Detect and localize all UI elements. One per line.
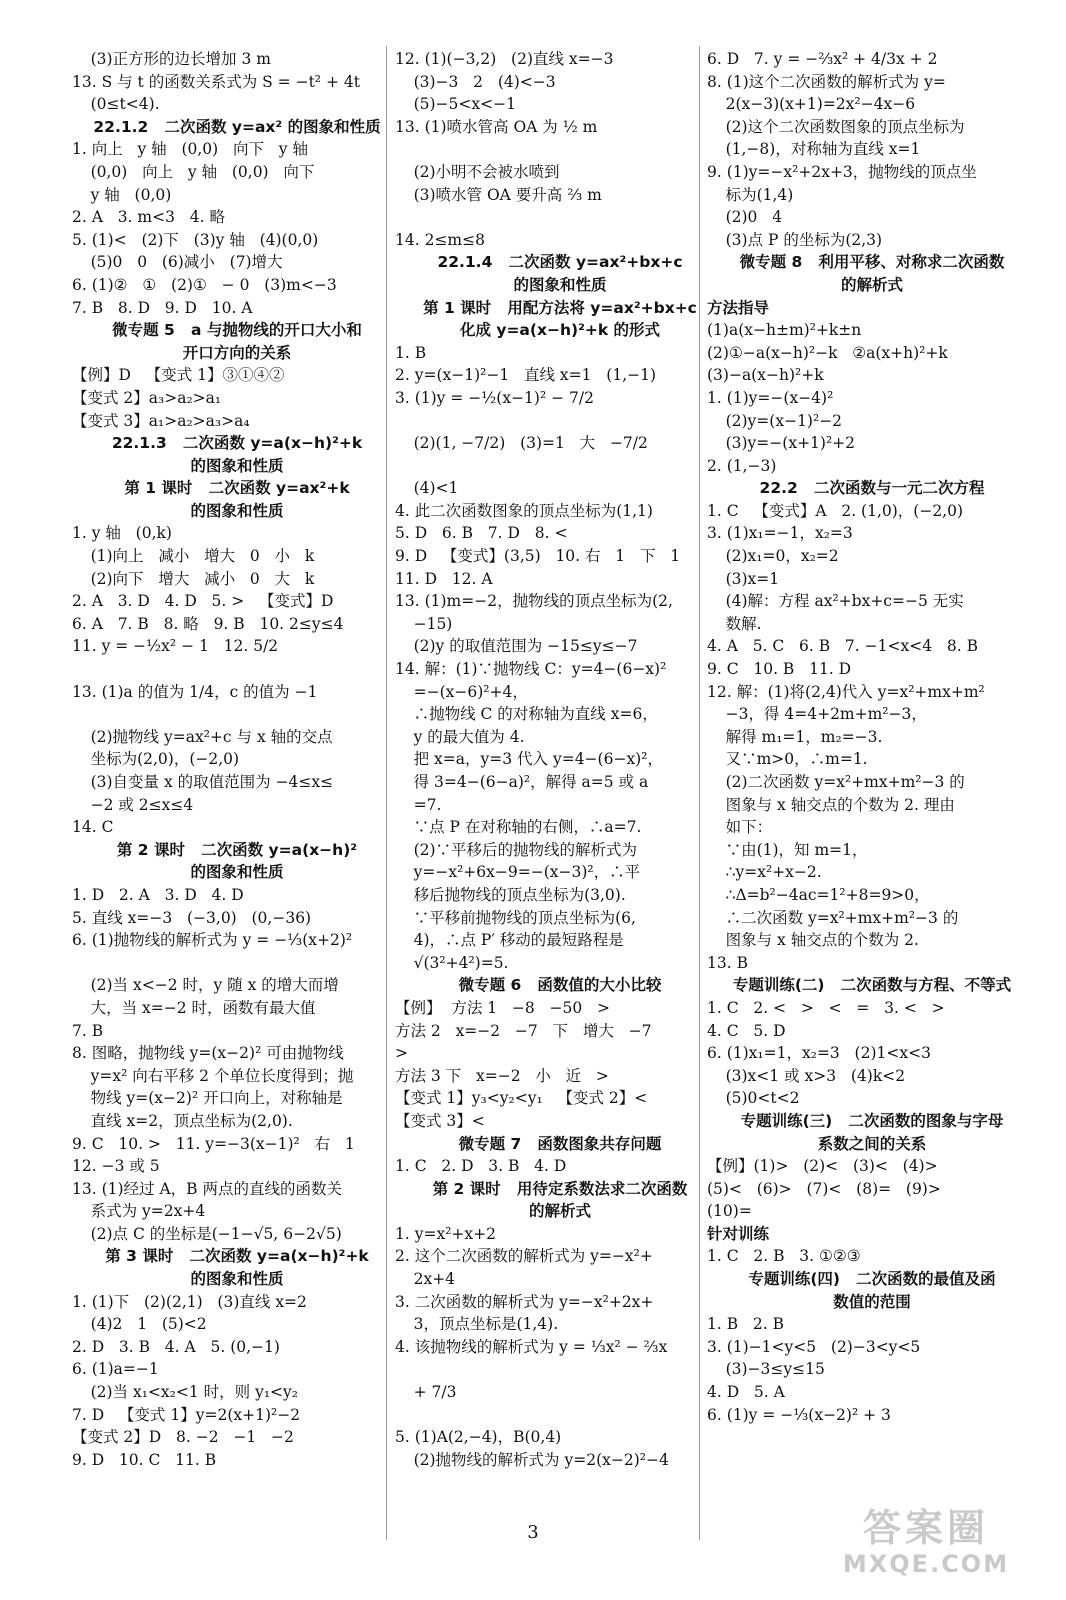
answer-line: (1,−8)，对称轴为直线 x=1 (725, 140, 921, 159)
section-heading: 第 1 课时 用配方法将 y=ax²+bx+c (423, 298, 697, 317)
answer-column-left (72, 48, 402, 1471)
answer-line: 2(x−3)(x+1)=2x²−4x−6 (725, 95, 916, 114)
answer-line: + 7/3 (413, 1383, 457, 1402)
answer-column-right (707, 48, 1037, 1426)
answer-line: 【例】 方法 1 −8 −50 > (395, 998, 611, 1017)
answer-line: y 的最大值为 4. (413, 727, 525, 746)
answer-line (72, 703, 402, 726)
answer-line: 6. A 7. B 8. 略 9. B 10. 2≤y≤4 (72, 614, 344, 633)
answer-line: 6. D 7. y = −⅔x² + 4/3x + 2 (707, 50, 938, 68)
section-heading: 22.2 二次函数与一元二次方程 (759, 479, 985, 498)
section-heading: 第 1 课时 二次函数 y=ax²+k (124, 479, 350, 498)
answer-line: 9. D 10. C 11. B (72, 1450, 217, 1469)
section-heading: 的图象和性质 (190, 1270, 284, 1289)
answer-line: 9. C 10. B 11. D (707, 660, 852, 679)
answer-line: 【变式 3】a₁>a₂>a₃>a₄ (72, 411, 250, 430)
answer-line: 图象与 x 轴交点的个数为 2. (725, 931, 919, 950)
answer-line: (2)y=(x−1)²−2 (725, 411, 843, 430)
answer-line: 2. D 3. B 4. A 5. (0,−1) (72, 1337, 280, 1356)
answer-line: 方法 3 下 x=−2 小 近 > (395, 1066, 609, 1085)
answer-line: 图象与 x 轴交点的个数为 2. 理由 (725, 795, 955, 814)
answer-line: 【变式 1】y₃<y₂<y₁ 【变式 2】< (395, 1089, 648, 1108)
answer-line: −3，得 4=4+2m+m²−3， (725, 705, 927, 724)
answer-line: (2)小明不会被水喷到 (413, 162, 560, 181)
answer-line: (2)当 x₁<x₂<1 时，则 y₁<y₂ (90, 1383, 299, 1402)
answer-line: 1. y=x²+x+2 (395, 1224, 496, 1243)
section-heading: 第 2 课时 二次函数 y=a(x−h)² (116, 840, 358, 859)
answer-line: 4. C 5. D (707, 1021, 786, 1040)
answer-line: 4. A 5. C 6. B 7. −1<x<4 8. B (707, 637, 978, 656)
answer-line: 2. y=(x−1)²−1 直线 x=1 (1,−1) (395, 366, 657, 385)
answer-line: 1. C 【变式】A 2. (1,0)，(−2,0) (707, 501, 964, 520)
answer-line: 11. D 12. A (395, 569, 493, 588)
answer-line: 4)，∴点 P′ 移动的最短路程是 (413, 931, 624, 950)
answer-line: 1. y 轴 (0,k) (72, 524, 172, 543)
section-heading: 微专题 5 a 与抛物线的开口大小和 (112, 321, 362, 340)
section-heading: 专题训练(二) 二次函数与方程、不等式 (732, 976, 1012, 995)
answer-line: (2)二次函数 y=x²+mx+m²−3 的 (725, 773, 965, 791)
answer-line: (2)向下 增大 减小 0 大 k (90, 569, 315, 588)
section-heading: 的解析式 (528, 1202, 591, 1221)
answer-line: −2 或 2≤x≤4 (90, 795, 194, 814)
section-heading: 的图象和性质 (190, 456, 284, 475)
answer-line (395, 455, 725, 478)
answer-line: 12. −3 或 5 (72, 1157, 160, 1176)
answer-line: 12. (1)(−3,2) (2)直线 x=−3 (395, 50, 614, 68)
answer-line: ∴y=x²+x−2. (725, 863, 822, 882)
answer-line: ∵平移前抛物线的顶点坐标为(6, (413, 908, 636, 927)
answer-line: 14. C (72, 818, 114, 837)
answer-line: 13. (1)经过 A，B 两点的直线的函数关 (72, 1179, 342, 1198)
answer-line: 4. 此二次函数图象的顶点坐标为(1,1) (395, 501, 653, 520)
answer-line: (2)(1, −7/2) (3)=1 大 −7/2 (413, 434, 648, 453)
answer-line: 4. D 5. A (707, 1383, 785, 1402)
answer-line (395, 410, 725, 433)
answer-line: (3)自变量 x 的取值范围为 −4≤x≤ (90, 773, 334, 791)
answer-line: 1. (1)y=−(x−4)² (707, 388, 834, 407)
answer-line: 【变式 2】a₃>a₂>a₁ (72, 388, 222, 407)
answer-line: 3. (1)x₁=−1，x₂=3 (707, 524, 853, 543)
answer-line: 13. B (707, 953, 748, 972)
answer-line: 6. (1)② ① (2)① − 0 (3)m<−3 (72, 275, 337, 294)
answer-line: 2x+4 (413, 1270, 456, 1289)
answer-line: 6. (1)抛物线的解析式为 y = −⅓(x+2)² (72, 931, 353, 950)
answer-line: 方法 2 x=−2 −7 下 增大 −7 (395, 1021, 652, 1040)
answer-line: 12. 解：(1)将(2,4)代入 y=x²+mx+m² (707, 682, 985, 701)
watermark-text: 答案圈 (862, 1506, 989, 1550)
answer-line: (4)解：方程 ax²+bx+c=−5 无实 (725, 592, 964, 611)
answer-line: 2. A 3. D 4. D 5. > 【变式】D (72, 592, 334, 611)
answer-line: (2)这个二次函数图象的顶点坐标为 (725, 117, 965, 136)
answer-line: (3)x=1 (725, 569, 780, 588)
answer-line: √(3²+4²)=5. (413, 953, 509, 972)
answer-line: (2)当 x<−2 时，y 随 x 的增大而增 (90, 976, 339, 995)
answer-line: (5)0<t<2 (725, 1089, 800, 1108)
section-heading: 22.1.4 二次函数 y=ax²+bx+c (437, 253, 683, 272)
answer-line: ∵由(1)，知 m=1， (725, 840, 868, 859)
answer-line: 13. (1)喷水管高 OA 为 ½ m (395, 117, 598, 136)
section-heading: 的解析式 (840, 275, 903, 294)
answer-line: (3)y=−(x+1)²+2 (725, 434, 856, 453)
answer-line: (3)x<1 或 x>3 (4)k<2 (725, 1066, 906, 1085)
section-heading: 微专题 6 函数值的大小比较 (458, 976, 662, 995)
watermark-logo (826, 1506, 1026, 1586)
answer-line: (2)x₁=0，x₂=2 (725, 547, 839, 566)
answer-line: 1. B 2. B (707, 1315, 784, 1334)
answer-line: 11. y = −½x² − 1 12. 5/2 (72, 637, 279, 656)
answer-line: y 轴 (0,0) (90, 185, 172, 204)
subheading: 方法指导 (707, 298, 770, 317)
answer-line: 14. 2≤m≤8 (395, 230, 485, 249)
answer-line: 13. (1)m=−2，抛物线的顶点坐标为(2, (395, 592, 673, 611)
section-heading: 专题训练(四) 二次函数的最值及函 (748, 1270, 996, 1289)
section-heading: 化成 y=a(x−h)²+k 的形式 (459, 321, 661, 340)
answer-line: 5. 直线 x=−3 (−3,0) (0,−36) (72, 908, 312, 927)
section-heading: 微专题 8 利用平移、对称求二次函数 (739, 253, 1005, 272)
answer-line: 移后抛物线的顶点坐标为(3,0). (413, 885, 626, 904)
answer-line (395, 1404, 725, 1427)
section-heading: 的图象和性质 (190, 501, 284, 520)
section-heading: 系数之间的关系 (817, 1134, 927, 1153)
answer-line: (2)抛物线的解析式为 y=2(x−2)²−4 (413, 1450, 669, 1469)
answer-line: (0,0) 向上 y 轴 (0,0) 向下 (90, 162, 315, 181)
answer-line: 1. 向上 y 轴 (0,0) 向下 y 轴 (72, 140, 308, 159)
answer-line: 2. 这个二次函数的解析式为 y=−x²+ (395, 1247, 653, 1266)
answer-line: (2)点 C 的坐标是(−1−√5, 6−2√5) (90, 1224, 342, 1243)
answer-line: (2)0 4 (725, 208, 783, 227)
answer-line: 13. (1)a 的值为 1/4，c 的值为 −1 (72, 682, 318, 701)
answer-line: −15) (413, 614, 453, 633)
answer-line: 7. B 8. D 9. D 10. A (72, 298, 253, 317)
answer-line (395, 206, 725, 229)
answer-line: 大，当 x=−2 时，函数有最大值 (90, 998, 316, 1017)
answer-line: 又∵m>0，∴m=1. (725, 750, 868, 769)
answer-line: (10)= (707, 1202, 752, 1221)
answer-line: 7. D 【变式 1】y=2(x+1)²−2 (72, 1405, 301, 1424)
answer-line: 14. 解：(1)∵抛物线 C：y=4−(6−x)² (395, 660, 667, 679)
section-heading: 专题训练(三) 二次函数的图象与字母 (740, 1111, 1004, 1130)
answer-line: y=−x²+6x−9=−(x−3)²，∴平 (413, 863, 641, 882)
answer-line: (3)正方形的边长增加 3 m (90, 50, 271, 68)
answer-line: 标为(1,4) (725, 185, 794, 204)
answer-line: (5)0 0 (6)减小 (7)增大 (90, 253, 283, 272)
answer-line: 数解. (725, 614, 762, 633)
answer-line: (0≤t<4). (90, 95, 160, 114)
section-heading: 数值的范围 (833, 1292, 911, 1311)
answer-line: (4)<1 (413, 479, 459, 498)
answer-line: 1. D 2. A 3. D 4. D (72, 885, 244, 904)
answer-line: 5. (1)A(2,−4)，B(0,4) (395, 1428, 562, 1447)
answer-line: 1. C 2. B 3. ①②③ (707, 1247, 861, 1266)
answer-line: =−(x−6)²+4， (413, 682, 528, 701)
answer-line: ∴Δ=b²−4ac=1²+8=9>0， (725, 885, 930, 904)
answer-line: 3. (1)y = −½(x−1)² − 7/2 (395, 388, 594, 407)
answer-line: 1. C 2. < > < = 3. < > (707, 998, 945, 1017)
section-heading: 22.1.3 二次函数 y=a(x−h)²+k (111, 434, 363, 453)
answer-line: 1. C 2. D 3. B 4. D (395, 1157, 567, 1176)
answer-line: 8. (1)这个二次函数的解析式为 y= (707, 72, 946, 91)
answer-line: 2. A 3. m<3 4. 略 (72, 208, 225, 227)
answer-line: 【变式 2】D 8. −2 −1 −2 (72, 1428, 294, 1447)
answer-line: 2. (1,−3) (707, 456, 777, 475)
answer-line: 3，顶点坐标是(1,4). (413, 1315, 559, 1334)
answer-line: 如下： (725, 818, 773, 837)
answer-line: 坐标为(2,0)，(−2,0) (90, 750, 240, 769)
answer-line: 1. (1)下 (2)(2,1) (3)直线 x=2 (72, 1292, 307, 1311)
section-heading: 微专题 7 函数图象共存问题 (458, 1134, 662, 1153)
answer-line: (5)< (6)> (7)< (8)= (9)> (707, 1179, 941, 1198)
answer-line: 【例】(1)> (2)< (3)< (4)> (707, 1157, 938, 1176)
answer-line: 5. (1)< (2)下 (3)y 轴 (4)(0,0) (72, 230, 319, 249)
answer-line: 把 x=a，y=3 代入 y=4−(6−x)²， (413, 750, 663, 769)
answer-line: 9. D 【变式】(3,5) 10. 右 1 下 1 (395, 547, 681, 566)
answer-line: (5)−5<x<−1 (413, 95, 516, 114)
answer-line: 3. (1)−1<y<5 (2)−3<y<5 (707, 1337, 921, 1356)
answer-line: (1)向上 减小 增大 0 小 k (90, 547, 315, 566)
answer-line: (3)点 P 的坐标为(2,3) (725, 230, 883, 249)
answer-line (72, 658, 402, 681)
answer-line: (2)抛物线 y=ax²+c 与 x 轴的交点 (90, 727, 333, 746)
section-heading: 第 3 课时 二次函数 y=a(x−h)²+k (105, 1247, 369, 1266)
answer-line: (2)①−a(x−h)²−k ②a(x+h)²+k (707, 343, 948, 362)
subheading: 针对训练 (707, 1224, 770, 1243)
answer-line: 物线 y=(x−2)² 开口向上，对称轴是 (90, 1089, 343, 1108)
answer-line (72, 952, 402, 975)
answer-line: 系式为 y=2x+4 (90, 1202, 206, 1221)
answer-line: (3)喷水管 OA 要升高 ⅔ m (413, 185, 602, 204)
answer-line: ∴抛物线 C 的对称轴为直线 x=6， (413, 705, 658, 724)
answer-line: 6. (1)x₁=1，x₂=3 (2)1<x<3 (707, 1044, 931, 1063)
answer-line: (3)−a(x−h)²+k (707, 366, 824, 385)
section-heading: 的图象和性质 (513, 275, 607, 294)
answer-line: 6. (1)a=−1 (72, 1360, 159, 1379)
answer-line: 【变式 3】< (395, 1111, 485, 1130)
answer-line: 1. B (395, 343, 427, 362)
answer-line: (3)−3 2 (4)<−3 (413, 72, 556, 91)
section-heading: 的图象和性质 (190, 863, 284, 882)
answer-line: (3)−3≤y≤15 (725, 1360, 825, 1379)
answer-line: 7. B (72, 1021, 104, 1040)
watermark-url: MXQE.COM (842, 1550, 1010, 1578)
answer-line: 9. (1)y=−x²+2x+3，抛物线的顶点坐 (707, 162, 977, 181)
section-heading: 第 2 课时 用待定系数法求二次函数 (432, 1179, 688, 1198)
answer-line: 3. 二次函数的解析式为 y=−x²+2x+ (395, 1292, 654, 1311)
answer-line: 【例】D 【变式 1】③①④② (72, 366, 285, 385)
section-heading: 22.1.2 二次函数 y=ax² 的图象和性质 (93, 117, 381, 136)
answer-line: 5. D 6. B 7. D 8. < (395, 524, 568, 543)
answer-line: 8. 图略，抛物线 y=(x−2)² 可由抛物线 (72, 1044, 344, 1063)
answer-line: ∴二次函数 y=x²+mx+m²−3 的 (725, 908, 959, 927)
answer-line: 9. C 10. > 11. y=−3(x−1)² 右 1 (72, 1134, 355, 1153)
answer-line: > (395, 1044, 408, 1063)
answer-line (395, 138, 725, 161)
page-number: 3 (527, 1522, 539, 1543)
section-heading: 开口方向的关系 (182, 343, 292, 362)
answer-line: 解得 m₁=1，m₂=−3. (725, 727, 883, 746)
answer-line: =7. (413, 795, 442, 814)
answer-line: (2)∵平移后的抛物线的解析式为 (413, 840, 638, 859)
answer-line (395, 1358, 725, 1381)
answer-line: 直线 x=2，顶点坐标为(2,0). (90, 1111, 293, 1130)
answer-line: (2)y 的取值范围为 −15≤y≤−7 (413, 637, 638, 656)
answer-column-middle (395, 48, 725, 1471)
answer-line: (1)a(x−h±m)²+k±n (707, 321, 862, 340)
answer-line: 6. (1)y = −⅓(x−2)² + 3 (707, 1405, 891, 1424)
answer-line: 得 3=4−(6−a)²，解得 a=5 或 a (413, 773, 649, 791)
answer-line: (4)2 1 (5)<2 (90, 1315, 207, 1334)
answer-line: ∵点 P 在对称轴的右侧，∴a=7. (413, 818, 642, 837)
answer-line: y=x² 向右平移 2 个单位长度得到；抛 (90, 1066, 354, 1085)
answer-line: 4. 该抛物线的解析式为 y = ⅓x² − ⅔x (395, 1337, 668, 1356)
answer-line: 13. S 与 t 的函数关系式为 S = −t² + 4t (72, 72, 360, 91)
